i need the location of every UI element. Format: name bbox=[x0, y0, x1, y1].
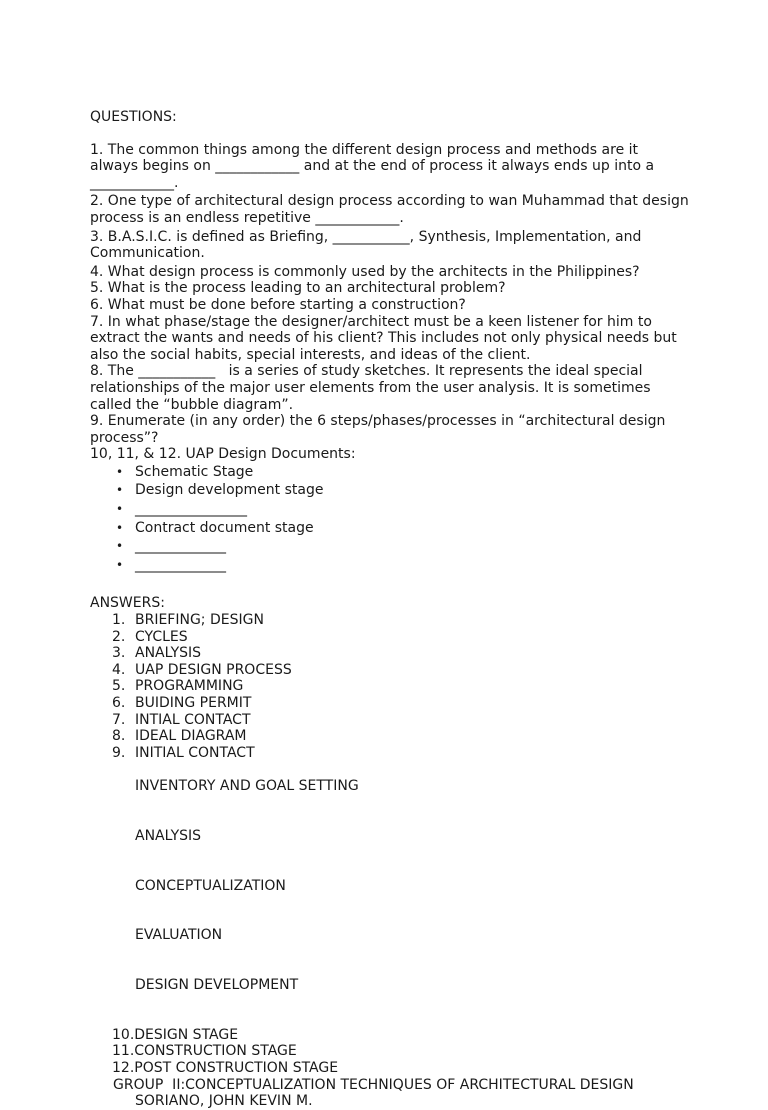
answer-item: 4. UAP DESIGN PROCESS bbox=[112, 661, 292, 678]
bullet-icon: • bbox=[116, 557, 124, 572]
bullet-icon: • bbox=[116, 464, 124, 479]
answer-item: 1. BRIEFING; DESIGN bbox=[112, 612, 264, 629]
answers-heading: ANSWERS: bbox=[90, 595, 165, 612]
document-page bbox=[90, 109, 694, 1110]
bullet-icon: • bbox=[116, 483, 124, 498]
question-2: 2. One type of architectural design process according to wan Muhammad that design process is an endless repetitive ____________. bbox=[90, 193, 694, 226]
answer-9-step: INVENTORY AND GOAL SETTING bbox=[135, 777, 359, 794]
answer-item: 7. INTIAL CONTACT bbox=[112, 711, 251, 728]
question-5: 5. What is the process leading to an architectural problem? bbox=[90, 280, 506, 297]
answer-9-step: EVALUATION bbox=[135, 927, 223, 944]
list-item: • Design development stage bbox=[116, 482, 324, 499]
question-9: 9. Enumerate (in any order) the 6 steps/phases/processes in “architectural design process”? bbox=[90, 413, 670, 446]
list-item: • Schematic Stage bbox=[116, 463, 254, 480]
question-4: 4. What design process is commonly used by the architects in the Philippines? bbox=[90, 263, 640, 280]
answer-item: 12.POST CONSTRUCTION STAGE bbox=[112, 1060, 339, 1077]
bullet-icon: • bbox=[116, 520, 124, 535]
list-item: • _____________ bbox=[116, 556, 226, 573]
questions-heading: QUESTIONS: bbox=[90, 109, 177, 125]
question-7: 7. In what phase/stage the designer/architect must be a keen listener for him to extract the wants and needs of his client? This includes not only physical needs but also the social habits, special interests, and ideas of the client. bbox=[90, 313, 682, 363]
answer-item: 5. PROGRAMMING bbox=[112, 678, 244, 695]
answer-9-step: ANALYSIS bbox=[135, 827, 202, 844]
question-1: 1. The common things among the different design process and methods are it always begins on ____________ and at the end of process it always ends up into a ____________. bbox=[90, 141, 659, 191]
answer-item: 11.CONSTRUCTION STAGE bbox=[112, 1043, 297, 1060]
answer-item: 6. BUIDING PERMIT bbox=[112, 695, 252, 711]
author-name: SORIANO, JOHN KEVIN M. bbox=[135, 1093, 313, 1110]
answer-item: 2. CYCLES bbox=[112, 628, 188, 645]
answer-9-step: DESIGN DEVELOPMENT bbox=[135, 977, 299, 994]
bullet-icon: • bbox=[116, 502, 124, 517]
uap-documents-list bbox=[90, 464, 690, 576]
list-item: • Contract document stage bbox=[116, 519, 314, 536]
bullet-icon: • bbox=[116, 539, 124, 554]
list-item: • ________________ bbox=[116, 501, 247, 518]
answers-list bbox=[90, 612, 690, 1077]
question-8: 8. The ___________ is a series of study sketches. It represents the ideal special relationships of the major user elements from the user analysis. It is sometimes called the “bubble diagram”. bbox=[90, 363, 655, 413]
question-3: 3. B.A.S.I.C. is defined as Briefing, ___________, Synthesis, Implementation, and Communication. bbox=[90, 228, 646, 262]
questions-list bbox=[90, 141, 694, 463]
answer-item: 9. INITIAL CONTACT INVENTORY AND GOAL SETTING ANALYSIS CONCEPTUALIZATION EVALUATION DESIGN DEVELOPMENT bbox=[90, 745, 690, 1027]
question-6: 6. What must be done before starting a construction? bbox=[90, 296, 466, 313]
question-10-12: 10, 11, & 12. UAP Design Documents: bbox=[90, 446, 356, 463]
list-item: • _____________ bbox=[116, 538, 226, 555]
answer-item: 3. ANALYSIS bbox=[112, 645, 202, 662]
group-line: GROUP II:CONCEPTUALIZATION TECHNIQUES OF ARCHITECTURAL DESIGN bbox=[113, 1076, 634, 1093]
answer-item: 8. IDEAL DIAGRAM bbox=[112, 728, 247, 745]
answer-9-step: CONCEPTUALIZATION bbox=[135, 877, 286, 894]
answer-item: 10.DESIGN STAGE bbox=[112, 1026, 239, 1043]
